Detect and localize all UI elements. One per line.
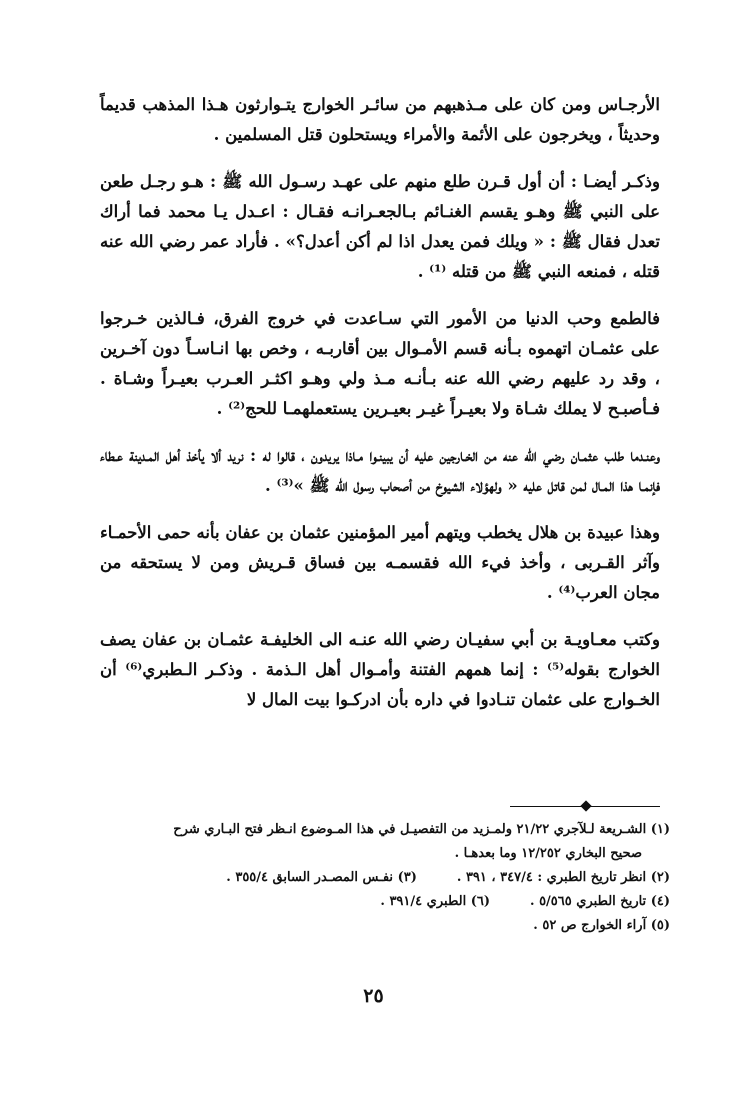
footnote-3: (٣) نفـس المصـدر السابق ٣٥٥/٤ . xyxy=(226,870,417,885)
paragraph-4: وعنـدما طلب عثمـان رضي الله عنه من الخـارجين عليه أن يبينـوا مـاذا يريدون ، قالوا له : نريد ألا يأخذ أهل المـدينة عـطاء فإنمـا هذا المـال لمن قاتل عليه « ولهؤلاء الشيوخ من أصحاب رسول الله ﷺ »⁽³⁾ . xyxy=(100,446,660,495)
paragraph-5: وهذا عبيدة بن هلال يخطب ويتهم أمير المؤمنين عثمان بن عفان بأنه حمى الأحمـاء وآثر القـربى ، وأخذ فيء الله فقسمـه بين فساق قـريش ومن لا يستحقه من مجان العرب⁽⁴⁾ . xyxy=(100,523,660,602)
paragraph-2: وذكـر أيضـا : أن أول قـرن طلع منهم على عهـد رسـول الله ﷺ : هـو رجـل طعن على النبي ﷺ وهـو يقسم الغنـائم بـالجعـرانـه فقـال : اعـدل يـا محمد فما أراك تعدل فقال ﷺ : « ويلك فمن يعدل اذا لم أكن أعدل؟» . فأراد عمر رضي الله عنه قتله ، فمنعه النبي ﷺ من قتله ⁽¹⁾ . xyxy=(100,172,660,281)
paragraph-1: الأرجـاس ومن كان على مـذهبهم من سائـر الخوارج يتـوارثون هـذا المذهب قديماً وحديثاً ، ويخرجون على الأئمة والأمراء ويستحلون قتل المسلمين . xyxy=(100,95,660,144)
footnotes xyxy=(100,818,670,938)
footnote-5: (٥) آراء الخوارج ص ٥٢ . xyxy=(533,918,670,933)
footnote-4: (٤) تاريخ الطبري ٥/٥٦٥ . xyxy=(530,894,670,909)
footnote-row-2 xyxy=(100,866,670,890)
page-number: ٢٥ xyxy=(363,985,384,1007)
footnote-2: (٢) انظر تاريخ الطبري : ٣٤٧/٤ ، ٣٩١ . xyxy=(456,870,670,885)
paragraph-3: فالطمع وحب الدنيا من الأمور التي سـاعدت في خروج الفرق، فـالذين خـرجوا على عثمـان اتهموه بـأنه قسم الأمـوال بين أقاربـه ، وخص بها انـاسـاً دون آخـرين ، وقد رد عليهم رضي الله عنه بـأنـه مـذ ولي وهـو اكثـر العـرب بعيـراً وشـاة . فـأصبـح لا يملك شـاة ولا بعيـراً غيـر بعيـرين يستعملهمـا للحج⁽²⁾ . xyxy=(100,309,660,418)
paragraph-6: وكتب معـاويـة بن أبي سفيـان رضي الله عنـه الى الخليفـة عثمـان بن عفان يصف الخوارج بقوله⁽⁵⁾ : إنما همهم الفتنة وأمـوال أهل الـذمة . وذكـر الـطبري⁽⁶⁾ أن الخـوارج على عثمان تنـادوا في داره بأن ادركـوا بيت المال لا xyxy=(100,630,660,709)
footnote-1 xyxy=(173,818,670,866)
footnote-6: (٦) الطبري ٣٩١/٤ . xyxy=(380,894,490,909)
footnote-1-line-2: صحيح البخاري ١٢/٢٥٢ وما بعدهـا . xyxy=(454,846,642,861)
footnote-row-3 xyxy=(100,890,670,914)
footnote-row-1 xyxy=(100,818,670,866)
footnote-1-line-1: (١) الشـريعة لـلآجري ٢١/٢٢ ولمـزيد من التفصيـل في هذا المـوضوع انـظر فتح البـاري شرح xyxy=(173,822,670,837)
footnote-row-4 xyxy=(100,914,670,938)
footnote-divider-ornament xyxy=(580,800,591,811)
body-text xyxy=(100,90,660,715)
